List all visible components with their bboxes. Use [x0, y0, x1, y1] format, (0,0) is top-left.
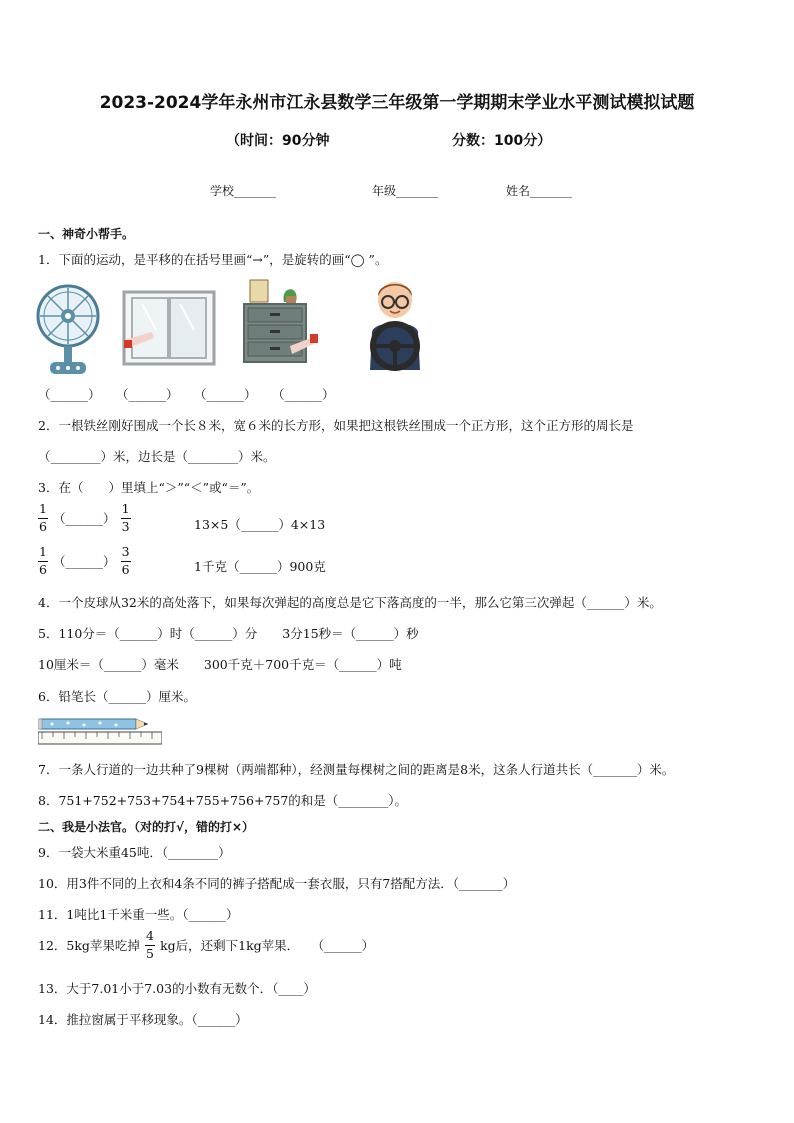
- fraction: $\frac{1}{6}$: [39, 501, 47, 534]
- exam-score: 分数：100分）: [452, 133, 552, 149]
- question-14[interactable]: 14．推拉窗属于平移现象。（______）: [38, 1012, 248, 1027]
- fraction: $\frac{1}{3}$: [121, 501, 130, 534]
- q1-blank-3[interactable]: （______）: [194, 387, 257, 402]
- question-12[interactable]: 12．5kg苹果吃掉 $\frac{4}{5}$ kg后，还剩下1kg苹果． （______）: [38, 928, 375, 961]
- fraction: $\frac{3}{6}$: [121, 544, 130, 577]
- question-3: 3．在（ ）里填上“＞”“＜”或“＝”。: [38, 480, 260, 495]
- question-13[interactable]: 13．大于7.01小于7.03的小数有无数个．（____）: [38, 981, 316, 996]
- question-4[interactable]: 4．一个皮球从32米的高处落下，如果每次弹起的高度总是它下落高度的一半，那么它第三次弹起（______）米。: [38, 595, 662, 610]
- pencil-ruler-image: [38, 716, 162, 746]
- school-field[interactable]: 学校_______: [210, 184, 277, 198]
- q1-blank-4[interactable]: （______）: [272, 387, 335, 402]
- question-6[interactable]: 6．铅笔长（______）厘米。: [38, 689, 196, 704]
- question-5-line2[interactable]: 10厘米＝（______）毫米 300千克＋700千克＝（______）吨: [38, 657, 402, 672]
- q3-row2-blank[interactable]: （______）: [53, 554, 116, 569]
- q3-row2-expr[interactable]: 1千克（______）900克: [194, 559, 326, 574]
- fraction: $\frac{1}{6}$: [39, 544, 47, 577]
- q3-row1-expr[interactable]: 13×5（______）4×13: [194, 517, 326, 532]
- q3-row2-left: [38, 546, 131, 576]
- exam-time: （时间：90分钟: [226, 133, 330, 149]
- grade-field[interactable]: 年级_______: [372, 184, 439, 198]
- q1-blank-1[interactable]: （______）: [38, 387, 101, 402]
- question-2-line1: 2．一根铁丝刚好围成一个长８米，宽６米的长方形，如果把这根铁丝围成一个正方形，这个正方形的周长是: [38, 418, 634, 433]
- section2-heading: 二、我是小法官。（对的打√，错的打×）: [38, 820, 255, 834]
- question-5-line1[interactable]: 5．110分＝（______）时（______）分 3分15秒＝（______）秒: [38, 626, 419, 641]
- fraction: $\frac{4}{5}$: [146, 928, 154, 961]
- q3-row1-left: [38, 503, 131, 533]
- q3-row1-blank[interactable]: （______）: [53, 511, 116, 526]
- question-7[interactable]: 7．一条人行道的一边共种了9棵树（两端都种），经测量每棵树之间的距离是8米，这条人行道共长（_______）米。: [38, 762, 675, 777]
- question-9[interactable]: 9．一袋大米重45吨．（________）: [38, 845, 231, 860]
- question-11[interactable]: 11．1吨比1千米重一些。（______）: [38, 907, 239, 922]
- sliding-window-image: [122, 290, 216, 366]
- question-2-line2[interactable]: （________）米，边长是（________）米。: [38, 449, 276, 464]
- name-field[interactable]: 姓名_______: [506, 184, 573, 198]
- question-8[interactable]: 8．751+752+753+754+755+756+757的和是（________）。: [38, 793, 408, 808]
- steering-driver-image: [364, 280, 426, 376]
- section1-heading: 一、神奇小帮手。: [38, 227, 135, 241]
- question-1: 1．下面的运动，是平移的在括号里画“→”，是旋转的画“◯ ”。: [38, 252, 388, 267]
- page-title: 2023-2024学年永州市江永县数学三年级第一学期期末学业水平测试模拟试题: [99, 93, 695, 113]
- drawer-cabinet-image: [240, 276, 320, 364]
- question-10[interactable]: 10．用3件不同的上衣和4条不同的裤子搭配成一套衣服，只有7搭配方法．（_______）: [38, 876, 516, 891]
- q1-blank-2[interactable]: （______）: [116, 387, 179, 402]
- fan-image: [36, 282, 100, 378]
